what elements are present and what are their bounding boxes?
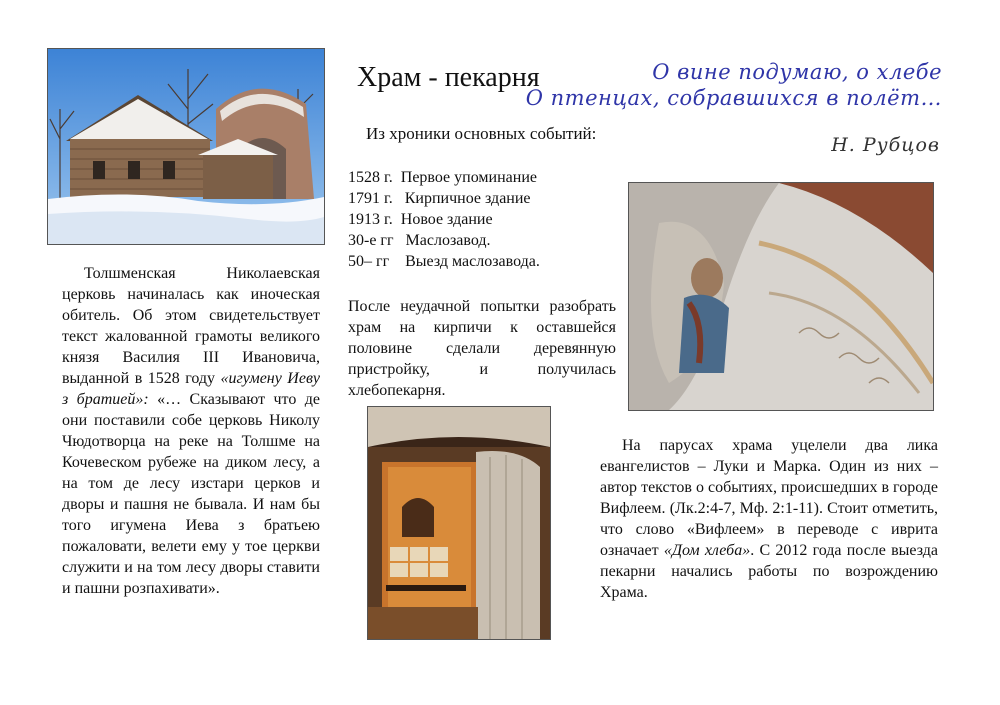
chronicle-item: 30-е гг Маслозавод. bbox=[348, 232, 491, 249]
bakery-paragraph: После неудачной попытки разобрать храм на кирпичи к оставшейся половине сделали деревянную пристройку, и получилась хлебопекарня. bbox=[348, 298, 616, 399]
epigraph-line-1: О вине подумаю, о хлебе bbox=[652, 60, 942, 84]
chronicle-list bbox=[348, 167, 540, 272]
fresco-paragraph bbox=[600, 435, 938, 603]
page-title: Храм - пекарня bbox=[357, 62, 540, 93]
history-quote-italic: «игумену Иеву з братией»: bbox=[62, 370, 321, 408]
fresco-text-2: . С 2012 года после выезда пекарни начались работы по возрождению Храма. bbox=[600, 542, 938, 601]
epigraph-author: Н. Рубцов bbox=[831, 134, 940, 156]
fresco-italic: «Дом хлеба» bbox=[663, 542, 751, 559]
epigraph-line-2: О птенцах, собравшихся в полёт… bbox=[525, 86, 942, 110]
history-paragraph bbox=[62, 263, 320, 599]
history-text-1: Толшменская Николаевская церковь начиналась как иноческая обитель. Об этом свидетельствует текст жалованной грамоты великого князя Василия III Ивановича, выданной в 1528 году bbox=[62, 265, 320, 387]
chronicle-item: 1528 г. Первое упоминание bbox=[348, 169, 537, 186]
chronicle-heading: Из хроники основных событий: bbox=[366, 124, 597, 143]
chronicle-item: 1791 г. Кирпичное здание bbox=[348, 190, 531, 207]
fresco-photo bbox=[628, 182, 934, 411]
church-winter-photo bbox=[47, 48, 325, 245]
bakery-interior-photo bbox=[367, 406, 551, 640]
chronicle-item: 1913 г. Новое здание bbox=[348, 211, 493, 228]
history-text-2: «… Сказывают что де они поставили собе церковь Николу Чюдотворца на реке на Толшме на Кочевеском рубеже на диком лесу, а на том де лесу изстари церков и дворы и пашня не бывала. И нам бы того игумена Иева з братьею пожаловати, велети ему у тое церкви служити и на том лесу дворы ставити и пашни розпахивати». bbox=[62, 391, 321, 597]
chronicle-item: 50– гг Выезд маслозавода. bbox=[348, 253, 540, 270]
fresco-text-1: На парусах храма уцелели два лика евангелистов – Луки и Марка. Один из них – автор текстов о событиях, происшедших в городе Вифлеем. (Лк.2:4-7, Мф. 2:1-11). Стоит отметить, что слово «Вифлеем» в переводе с иврита означает bbox=[600, 437, 938, 559]
